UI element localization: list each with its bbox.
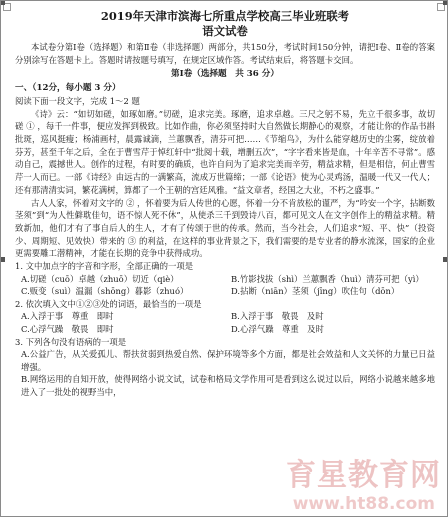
option-2c: C.心浮气躁 敬畏 即时 <box>21 324 114 335</box>
question-2-stem: 2. 依次填入文中①②③处的词语，最恰当的一项是 <box>15 298 202 309</box>
option-1b: B.竹影找拔（shì）兰蕙飘香（huì）清芬可把（yì） <box>231 273 424 284</box>
selection-handle[interactable] <box>0 0 5 5</box>
exam-subtitle: 语文试卷 <box>202 24 248 38</box>
passage-paragraph-1: 《诗》云：“如切如磋，如琢如磨。”切磋，追求完美。琢磨，追求卓越。三尺之躬不易，先立千很多事，故切磋 ① ，每千一件事，便应发挥到极致。比如作曲，你必须坚持时大自然做长期静心的观察，才能让你的作品书斟批斑，巡风挺瘦；杨浦画村，晨露诚滴，兰蕙飘香，清芬可把……《节缩鸟》，为什么能穿越历史的尘雾，绽放着芬芳，甚至千年之后，全在于曹雪芹于悼红轩中“批阅十载，增删五次”，“字字看来皆是血，十年辛苦不寻常”。感动自己，震撼世人。创作的过程，有时要的确质，也许自问为了追求完美而辛劳，精益求精，但是相信，何止曹雪芹一人而已。一部《诗经》由远古的一满繁高，流成万世篇缔；一部《论语》使为心灵鸡汤，温暖一代又一代人；还有那清清实词，繁花满树，算都了一个王朝的宫廷风雅。“益文章者，经国之大业，不朽之盛事。” <box>15 108 435 195</box>
exam-instructions: 本试卷分第Ⅰ卷（选择题）和第Ⅱ卷（非选择题）两部分，共150分，考试时间150分钟，请把Ⅰ卷、Ⅱ卷的答案分别涂写在答题卡上。答题时请按题号填写，在规定区域作答。考试结束后，将答题卡交回。 <box>15 42 435 65</box>
option-1a: A.切磋（cuō）卓越（zhuō）切近（qiè） <box>21 273 179 284</box>
part-heading: 一、（12分，每小题 3 分） <box>15 83 121 94</box>
option-1d: D.拈断（niān）茎须（jīng）吹住句（dōn） <box>231 286 400 297</box>
option-2d: D.心浮气躁 尊重 及时 <box>231 324 324 335</box>
passage-paragraph-2: 古人人家，怀着对文字的 ② ，怀着要为后人传世的心愿，怀着一分不肯放松的谨严，为“吟安一个字，拈断数茎须”到“为人性僻耽佳句，语不惊人死不休”，从使杀三千到毁诗八百，都可见文人在文字创作上的精益求精。精致新加，他们才有了事自后人的生人，才有了传颂于世的传承。然而，当今社会，人们追求“短、平、快”（投资少、周期短、见效快）带来的 ③ 的利益，在这样的事业背景之下，我们需要的是专业者的静水流深，国家的企业更需要雕工潜精神，才能在长期的竞争中获得成功。 <box>15 197 435 259</box>
watermark-logo <box>286 450 441 494</box>
question-1-options-row <box>15 273 435 286</box>
option-1c: C.贩变（suì）温漏（shōng）暮影（zhuó） <box>21 286 189 297</box>
option-2b: B.入浮于事 敬畏 及时 <box>231 311 324 322</box>
question-3-stem: 3. 下列各句没有语病的一项是 <box>15 336 127 347</box>
selection-handle[interactable] <box>443 257 448 262</box>
exam-content <box>15 9 435 399</box>
selection-handle[interactable] <box>0 257 5 262</box>
watermark-url: www.ht88.com <box>292 494 435 514</box>
question-1-stem: 1. 文中加点字的字音和字形，全部正确的一项是 <box>15 261 194 272</box>
option-3b: B.网络运用的自知开放，使得网络小说文试，试卷和格局文学作用可是看到这么说过以后，网络小说越来越多地进入了一批处的视野当中， <box>21 374 435 397</box>
selection-handle[interactable] <box>443 0 448 5</box>
watermark-brand: 育星教育网 <box>286 458 441 493</box>
question-2-options-row <box>15 323 435 336</box>
reading-prompt: 阅读下面一段文字，完成 1～2 题 <box>15 95 140 106</box>
option-3a: A.公益广告，从关爱孤儿、帮扶贫弱到热爱自然、保护环境等多个方面，都是社会效益和人文关怀的力量已日益增强。 <box>21 349 435 372</box>
option-2a: A.入浮于事 尊重 即时 <box>21 311 114 322</box>
section-title: 第Ⅰ卷（选择题 共 36 分） <box>171 69 279 80</box>
question-1-options-row <box>15 285 435 298</box>
question-2-options-row <box>15 310 435 323</box>
exam-title: 2019年天津市滨海七所重点学校高三毕业班联考 <box>100 9 350 23</box>
